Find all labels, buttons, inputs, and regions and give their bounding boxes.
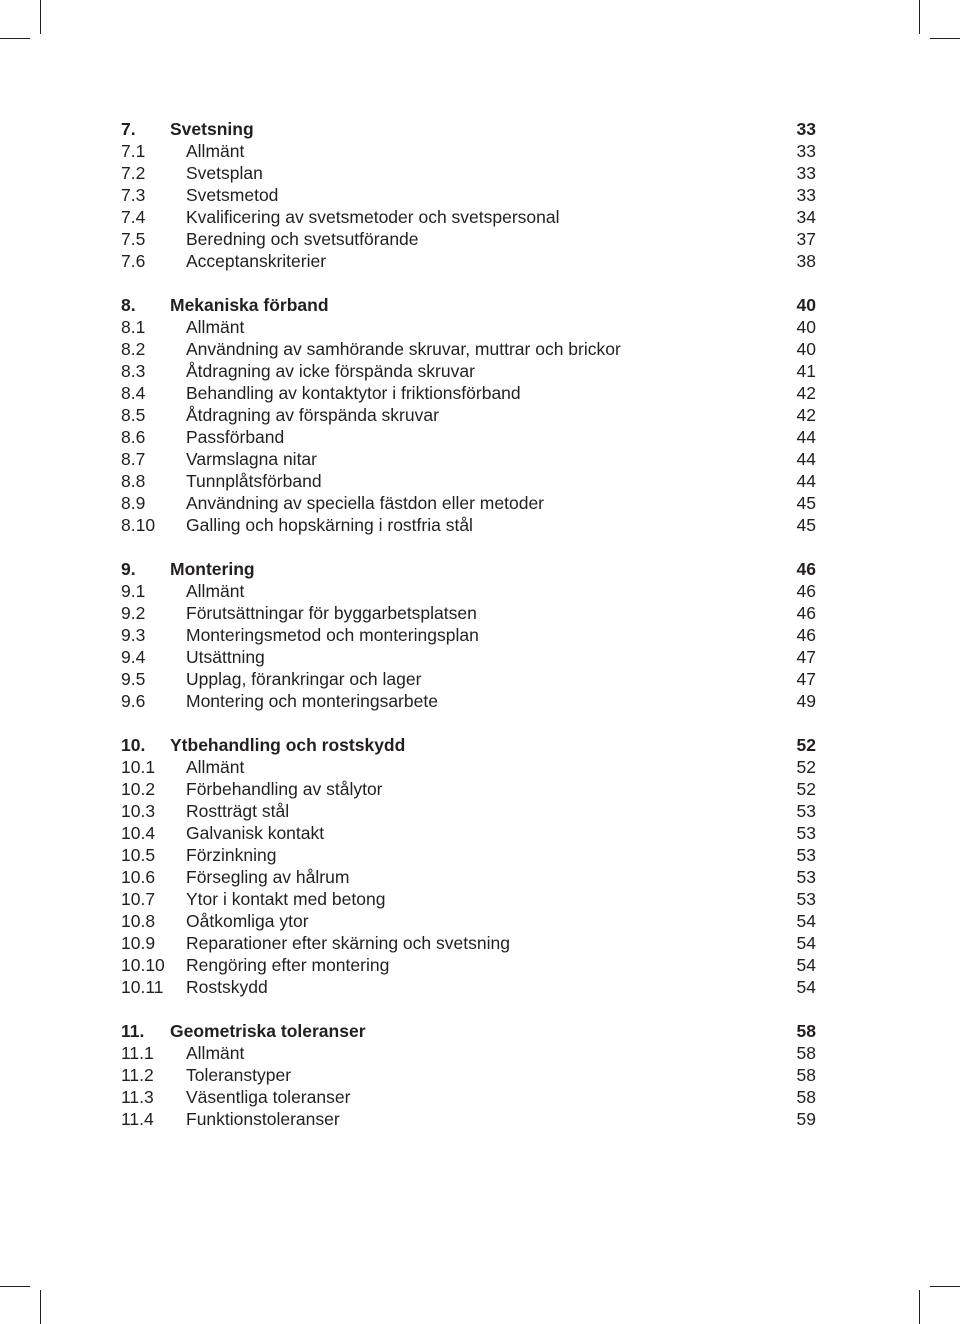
entry-title: Funktionstoleranser <box>186 1109 340 1129</box>
entry-number: 9.2 <box>121 603 146 623</box>
toc-section <box>121 294 816 536</box>
entry-number: 7.3 <box>121 185 146 205</box>
toc-entry[interactable] <box>121 822 816 844</box>
toc-entry[interactable] <box>121 646 816 668</box>
crop-mark-top-left <box>40 0 41 34</box>
entry-title: Försegling av hålrum <box>186 867 350 887</box>
entry-title: Rostskydd <box>186 977 268 997</box>
entry-title: Kvalificering av svetsmetoder och svetspersonal <box>186 207 560 227</box>
entry-title: Förzinkning <box>186 845 277 865</box>
entry-page-number: 52 <box>796 757 816 777</box>
toc-entry[interactable] <box>121 492 816 514</box>
entry-number: 8.10 <box>121 515 156 535</box>
chapter-title: Geometriska toleranser <box>170 1021 366 1041</box>
entry-page-number: 53 <box>796 889 816 909</box>
toc-entry[interactable] <box>121 580 816 602</box>
chapter-number: 9. <box>121 559 136 579</box>
entry-title: Väsentliga toleranser <box>186 1087 351 1107</box>
entry-number: 7.4 <box>121 207 146 227</box>
entry-number: 9.4 <box>121 647 146 667</box>
toc-entry[interactable] <box>121 448 816 470</box>
entry-number: 10.4 <box>121 823 156 843</box>
entry-title: Passförband <box>186 427 285 447</box>
crop-mark-bottom-left <box>40 1290 41 1324</box>
toc-entry[interactable] <box>121 624 816 646</box>
entry-number: 8.3 <box>121 361 146 381</box>
toc-entry[interactable] <box>121 690 816 712</box>
entry-title: Användning av speciella fästdon eller metoder <box>186 493 544 513</box>
entry-page-number: 54 <box>796 911 816 931</box>
entry-title: Ytor i kontakt med betong <box>186 889 386 909</box>
chapter-number: 8. <box>121 295 136 315</box>
entry-page-number: 37 <box>796 229 816 249</box>
entry-page-number: 52 <box>796 779 816 799</box>
entry-number: 7.1 <box>121 141 146 161</box>
crop-mark-top-right-h <box>930 38 960 39</box>
entry-number: 10.9 <box>121 933 156 953</box>
toc-entry[interactable] <box>121 184 816 206</box>
entry-title: Montering och monteringsarbete <box>186 691 438 711</box>
entry-number: 10.10 <box>121 955 165 975</box>
entry-page-number: 47 <box>796 669 816 689</box>
entry-title: Allmänt <box>186 141 245 161</box>
toc-chapter-heading[interactable] <box>121 1020 816 1042</box>
entry-title: Åtdragning av förspända skruvar <box>186 405 439 425</box>
entry-title: Rengöring efter montering <box>186 955 390 975</box>
entry-title: Åtdragning av icke förspända skruvar <box>186 361 475 381</box>
entry-number: 8.1 <box>121 317 146 337</box>
entry-title: Användning av samhörande skruvar, muttrar och brickor <box>186 339 621 359</box>
entry-page-number: 54 <box>796 977 816 997</box>
toc-entry[interactable] <box>121 162 816 184</box>
entry-title: Allmänt <box>186 317 245 337</box>
entry-number: 7.2 <box>121 163 146 183</box>
toc-entry[interactable] <box>121 844 816 866</box>
toc-section <box>121 1020 816 1130</box>
entry-title: Toleranstyper <box>186 1065 292 1085</box>
chapter-number: 11. <box>121 1021 145 1041</box>
entry-page-number: 47 <box>796 647 816 667</box>
entry-page-number: 58 <box>796 1087 816 1107</box>
entry-page-number: 59 <box>796 1109 816 1129</box>
entry-title: Förutsättningar för byggarbetsplatsen <box>186 603 477 623</box>
entry-title: Galvanisk kontakt <box>186 823 325 843</box>
toc-section <box>121 118 816 272</box>
entry-page-number: 33 <box>796 163 816 183</box>
toc-entry[interactable] <box>121 1108 816 1130</box>
entry-page-number: 49 <box>796 691 816 711</box>
entry-number: 8.6 <box>121 427 146 447</box>
toc-entry[interactable] <box>121 426 816 448</box>
toc-chapter-heading[interactable] <box>121 294 816 316</box>
toc-entry[interactable] <box>121 910 816 932</box>
entry-page-number: 46 <box>796 581 816 601</box>
chapter-title: Svetsning <box>170 119 254 139</box>
toc-chapter-heading[interactable] <box>121 558 816 580</box>
entry-number: 8.4 <box>121 383 146 403</box>
entry-number: 9.3 <box>121 625 146 645</box>
toc-entry[interactable] <box>121 140 816 162</box>
toc-section <box>121 734 816 998</box>
toc-entry[interactable] <box>121 470 816 492</box>
entry-title: Allmänt <box>186 1043 245 1063</box>
entry-number: 10.11 <box>121 977 164 997</box>
chapter-page-number: 33 <box>796 119 816 139</box>
crop-mark-bottom-right-h <box>930 1286 960 1287</box>
toc-entry[interactable] <box>121 338 816 360</box>
entry-title: Allmänt <box>186 581 245 601</box>
entry-title: Galling och hopskärning i rostfria stål <box>186 515 473 535</box>
toc-entry[interactable] <box>121 888 816 910</box>
entry-title: Reparationer efter skärning och svetsning <box>186 933 510 953</box>
entry-number: 10.8 <box>121 911 156 931</box>
toc-entry[interactable] <box>121 602 816 624</box>
chapter-title: Montering <box>170 559 255 579</box>
entry-title: Utsättning <box>186 647 265 667</box>
chapter-number: 10. <box>121 735 146 755</box>
toc-entry[interactable] <box>121 932 816 954</box>
entry-page-number: 53 <box>796 845 816 865</box>
entry-number: 10.2 <box>121 779 156 799</box>
toc-entry[interactable] <box>121 778 816 800</box>
toc-entry[interactable] <box>121 1086 816 1108</box>
entry-page-number: 53 <box>796 823 816 843</box>
entry-number: 9.1 <box>121 581 146 601</box>
toc-chapter-heading[interactable] <box>121 118 816 140</box>
entry-page-number: 45 <box>796 515 816 535</box>
crop-mark-bottom-right <box>919 1290 920 1324</box>
entry-page-number: 53 <box>796 867 816 887</box>
toc-entry[interactable] <box>121 228 816 250</box>
entry-page-number: 53 <box>796 801 816 821</box>
entry-title: Monteringsmetod och monteringsplan <box>186 625 479 645</box>
table-of-contents <box>121 118 816 1152</box>
toc-entry[interactable] <box>121 976 816 998</box>
entry-page-number: 58 <box>796 1065 816 1085</box>
crop-mark-top-left-h <box>0 38 30 39</box>
toc-entry[interactable] <box>121 382 816 404</box>
entry-page-number: 42 <box>796 383 816 403</box>
entry-number: 11.3 <box>121 1087 154 1107</box>
chapter-page-number: 46 <box>796 559 816 579</box>
entry-page-number: 34 <box>796 207 816 227</box>
entry-title: Svetsplan <box>186 163 263 183</box>
entry-title: Svetsmetod <box>186 185 279 205</box>
chapter-title: Ytbehandling och rostskydd <box>170 735 406 755</box>
toc-entry[interactable] <box>121 1064 816 1086</box>
entry-title: Oåtkomliga ytor <box>186 911 309 931</box>
entry-page-number: 54 <box>796 933 816 953</box>
entry-page-number: 40 <box>796 339 816 359</box>
entry-title: Upplag, förankringar och lager <box>186 669 422 689</box>
entry-number: 8.5 <box>121 405 146 425</box>
toc-entry[interactable] <box>121 514 816 536</box>
entry-page-number: 46 <box>796 603 816 623</box>
entry-number: 10.5 <box>121 845 156 865</box>
entry-number: 8.9 <box>121 493 146 513</box>
entry-title: Tunnplåtsförband <box>186 471 322 491</box>
toc-entry[interactable] <box>121 800 816 822</box>
entry-page-number: 33 <box>796 141 816 161</box>
chapter-title: Mekaniska förband <box>170 295 329 315</box>
chapter-page-number: 40 <box>796 295 816 315</box>
entry-number: 8.7 <box>121 449 146 469</box>
entry-number: 9.5 <box>121 669 146 689</box>
entry-number: 10.7 <box>121 889 156 909</box>
entry-page-number: 45 <box>796 493 816 513</box>
toc-entry[interactable] <box>121 954 816 976</box>
entry-number: 11.1 <box>121 1043 154 1063</box>
entry-page-number: 58 <box>796 1043 816 1063</box>
entry-number: 10.3 <box>121 801 156 821</box>
toc-entry[interactable] <box>121 756 816 778</box>
chapter-page-number: 58 <box>796 1021 816 1041</box>
crop-mark-bottom-left-h <box>0 1286 30 1287</box>
toc-entry[interactable] <box>121 250 816 272</box>
entry-page-number: 42 <box>796 405 816 425</box>
entry-title: Rostträgt stål <box>186 801 290 821</box>
entry-number: 8.8 <box>121 471 146 491</box>
entry-number: 11.2 <box>121 1065 154 1085</box>
chapter-page-number: 52 <box>796 735 816 755</box>
entry-page-number: 40 <box>796 317 816 337</box>
chapter-number: 7. <box>121 119 136 139</box>
crop-mark-top-right <box>919 0 920 34</box>
entry-number: 9.6 <box>121 691 146 711</box>
entry-number: 10.6 <box>121 867 156 887</box>
toc-section <box>121 558 816 712</box>
entry-page-number: 46 <box>796 625 816 645</box>
entry-page-number: 54 <box>796 955 816 975</box>
toc-entry[interactable] <box>121 360 816 382</box>
entry-title: Beredning och svetsutförande <box>186 229 419 249</box>
entry-title: Allmänt <box>186 757 245 777</box>
entry-number: 7.6 <box>121 251 146 271</box>
entry-title: Behandling av kontaktytor i friktionsförband <box>186 383 521 403</box>
entry-page-number: 38 <box>796 251 816 271</box>
entry-number: 10.1 <box>121 757 156 777</box>
entry-page-number: 41 <box>796 361 816 381</box>
toc-entry[interactable] <box>121 316 816 338</box>
entry-number: 7.5 <box>121 229 146 249</box>
entry-page-number: 33 <box>796 185 816 205</box>
entry-page-number: 44 <box>796 427 816 447</box>
toc-entry[interactable] <box>121 866 816 888</box>
entry-number: 11.4 <box>121 1109 154 1129</box>
toc-entry[interactable] <box>121 668 816 690</box>
entry-title: Acceptanskriterier <box>186 251 327 271</box>
toc-entry[interactable] <box>121 206 816 228</box>
entry-page-number: 44 <box>796 471 816 491</box>
entry-title: Varmslagna nitar <box>186 449 317 469</box>
toc-chapter-heading[interactable] <box>121 734 816 756</box>
entry-page-number: 44 <box>796 449 816 469</box>
entry-number: 8.2 <box>121 339 146 359</box>
entry-title: Förbehandling av stålytor <box>186 779 383 799</box>
toc-entry[interactable] <box>121 404 816 426</box>
toc-entry[interactable] <box>121 1042 816 1064</box>
